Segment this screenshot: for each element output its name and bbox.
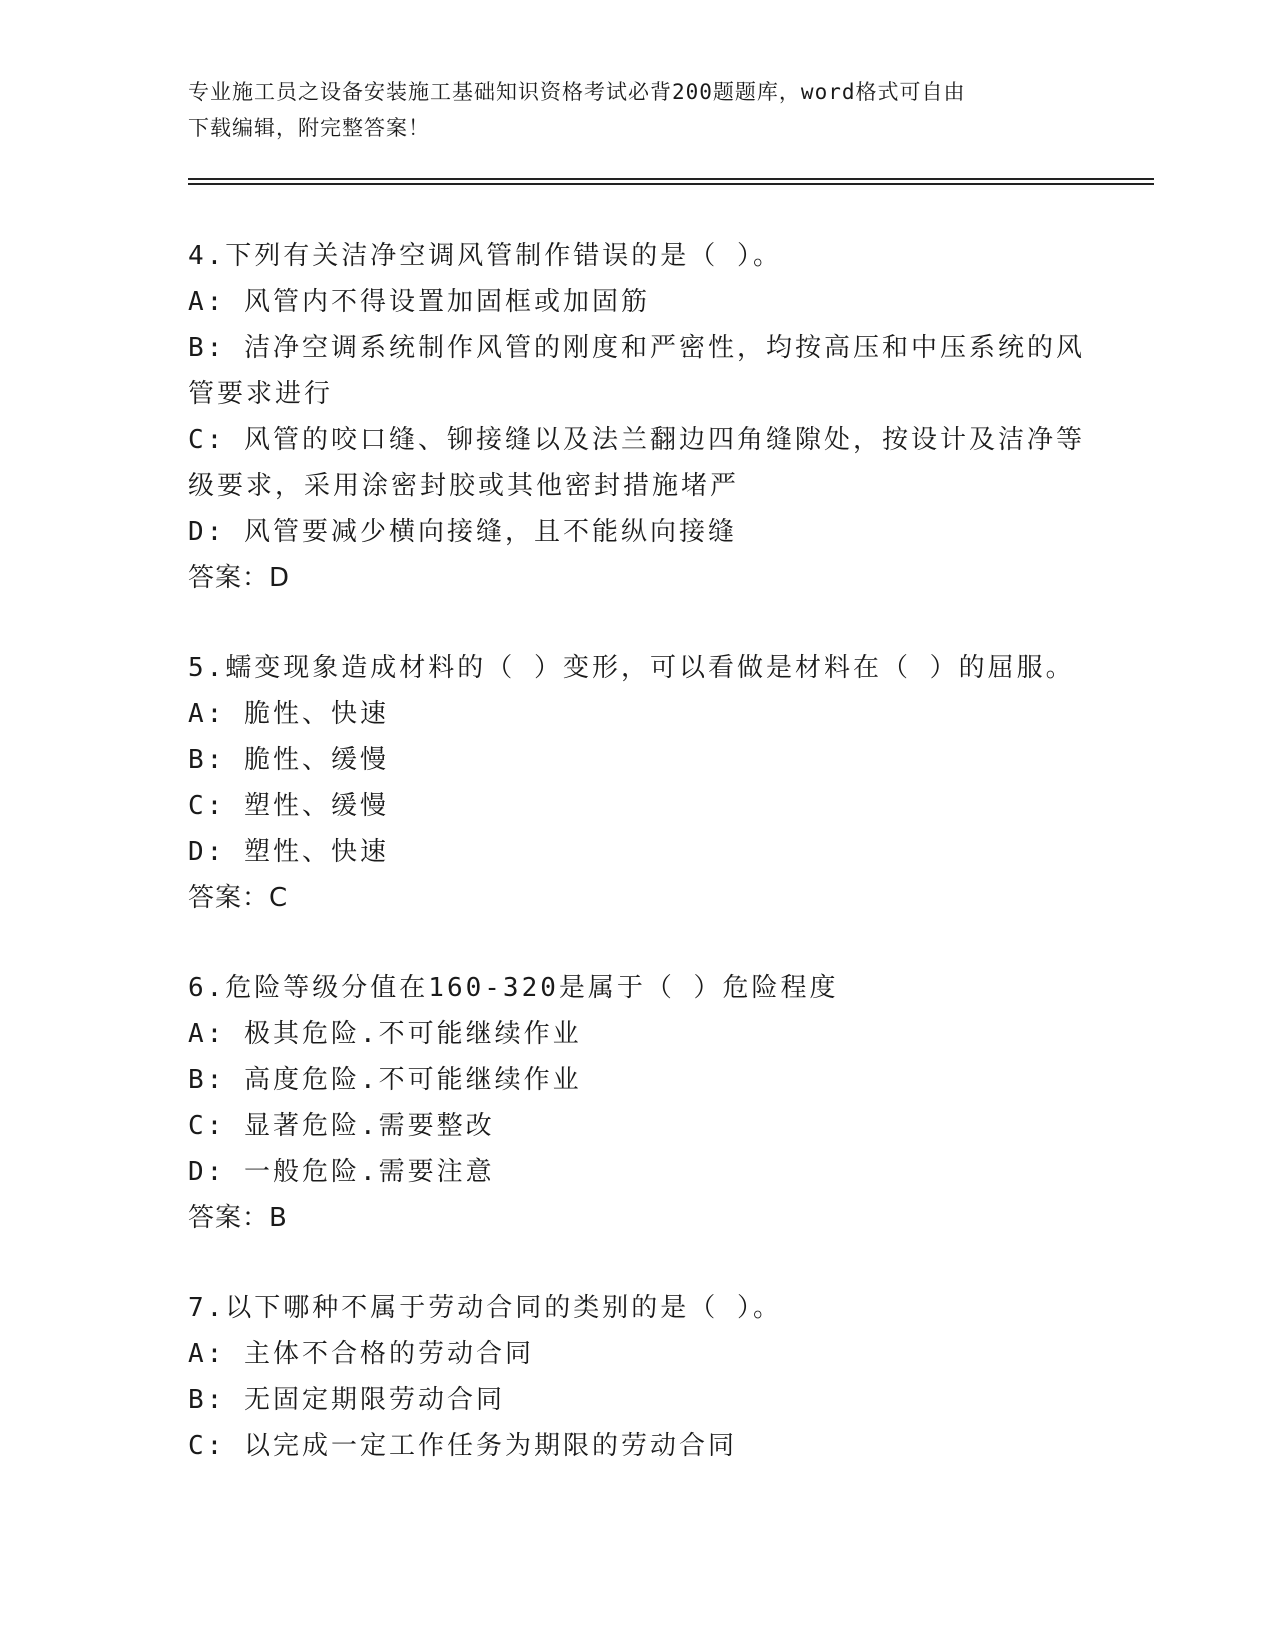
option-c: C: 塑性、缓慢 [188, 791, 389, 821]
question-block [188, 1285, 1088, 1469]
answer-line: 答案：C [188, 883, 289, 913]
option-c-continued: 级要求，采用涂密封胶或其他密封措施堵严 [188, 471, 740, 501]
option-b: B: 无固定期限劳动合同 [188, 1385, 505, 1415]
question-stem: 6.危险等级分值在160-320是属于（ ）危险程度 [188, 973, 839, 1003]
option-a: A: 主体不合格的劳动合同 [188, 1339, 534, 1369]
option-a: A: 极其危险.不可能继续作业 [188, 1019, 582, 1049]
option-a: A: 脆性、快速 [188, 699, 389, 729]
header-line-1: 专业施工员之设备安装施工基础知识资格考试必背200题题库，word格式可自由 [188, 80, 966, 104]
option-d: D: 一般危险.需要注意 [188, 1157, 495, 1187]
option-b-continued: 管要求进行 [188, 379, 334, 409]
header-divider-top [188, 178, 1154, 180]
answer-line: 答案：B [188, 1203, 288, 1233]
option-b: B: 高度危险.不可能继续作业 [188, 1065, 582, 1095]
option-c: C: 显著危险.需要整改 [188, 1111, 495, 1141]
option-b: B: 脆性、缓慢 [188, 745, 389, 775]
header-line-2: 下载编辑，附完整答案！ [188, 116, 430, 140]
option-d: D: 风管要减少横向接缝，且不能纵向接缝 [188, 517, 737, 547]
option-b: B: 洁净空调系统制作风管的刚度和严密性，均按高压和中压系统的风 [188, 333, 1085, 363]
question-block [188, 645, 1088, 921]
option-c: C: 以完成一定工作任务为期限的劳动合同 [188, 1431, 737, 1461]
question-list [188, 233, 1088, 1469]
question-block [188, 233, 1088, 601]
document-header [188, 74, 1088, 146]
header-divider-bottom [188, 183, 1154, 185]
option-a: A: 风管内不得设置加固框或加固筋 [188, 287, 650, 317]
question-stem: 5.蠕变现象造成材料的（ ）变形，可以看做是材料在（ ）的屈服。 [188, 653, 1075, 683]
option-d: D: 塑性、快速 [188, 837, 389, 867]
option-c: C: 风管的咬口缝、铆接缝以及法兰翻边四角缝隙处，按设计及洁净等 [188, 425, 1085, 455]
question-block [188, 965, 1088, 1241]
question-stem: 4.下列有关洁净空调风管制作错误的是（ ）。 [188, 241, 782, 271]
question-stem: 7.以下哪种不属于劳动合同的类别的是（ ）。 [188, 1293, 782, 1323]
answer-line: 答案：D [188, 563, 291, 593]
